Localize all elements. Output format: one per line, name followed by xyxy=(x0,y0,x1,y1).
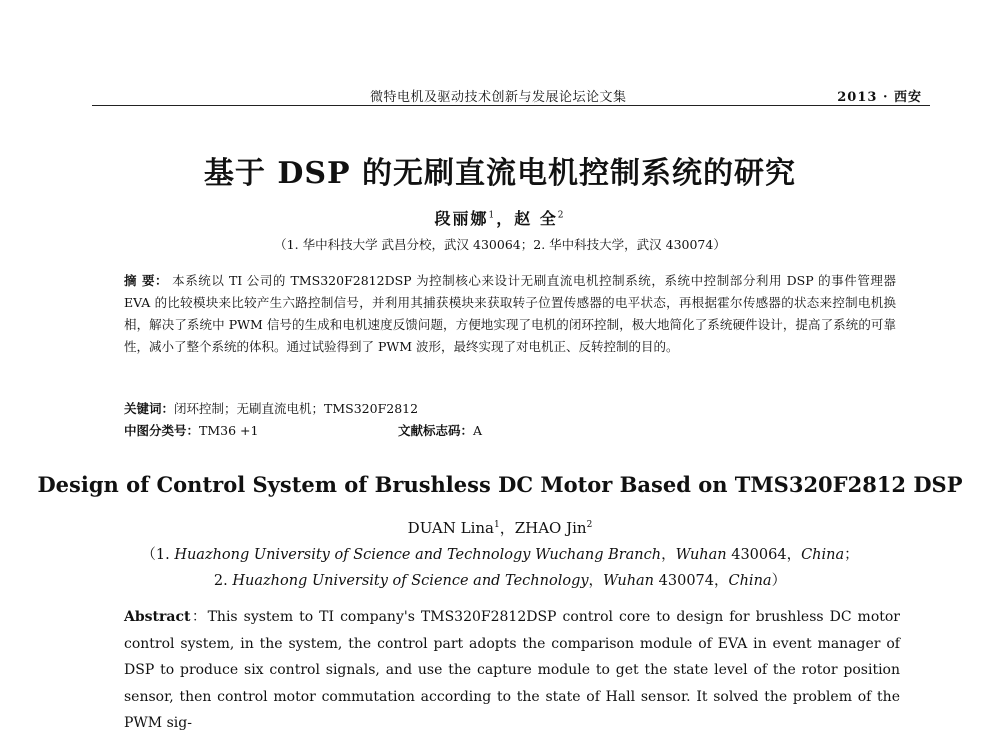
author-separator: ， xyxy=(499,519,515,537)
author-affil-mark: 1 xyxy=(488,210,497,221)
english-abstract-text: This system to TI company's TMS320F2812DSP control core to design for brushless DC motor control system, in the system, the control part adopts the comparison module of EVA in event manager of DSP to produce six control signals, and use the capture module to get the state level of the rotor position sensor, then control motor commutation according to the state of Hall sensor. It solved the problem of the PWM sig- xyxy=(124,609,901,731)
affil-prefix: （1. xyxy=(141,547,175,563)
english-abstract xyxy=(124,604,900,737)
class-number-label: 中图分类号： xyxy=(124,423,200,438)
english-affiliation-2 xyxy=(0,569,1000,590)
english-authors xyxy=(0,517,1000,538)
chinese-abstract-label: 摘 要： xyxy=(124,273,169,288)
english-affiliation-1 xyxy=(0,543,1000,564)
author-name: 赵 全 xyxy=(514,209,558,228)
affil-org: Huazhong University of Science and Technology xyxy=(232,573,589,589)
author-affil-mark: 1 xyxy=(493,520,500,530)
affil-country: China xyxy=(728,573,772,589)
chinese-authors xyxy=(0,206,1000,229)
class-number-value: TM36 +1 xyxy=(199,423,259,438)
english-abstract-colon: ： xyxy=(190,609,208,625)
chinese-affiliation: （1. 华中科技大学 武昌分校，武汉 430064；2. 华中科技大学，武汉 430074） xyxy=(274,237,726,252)
author-name: 段丽娜 xyxy=(434,209,489,228)
affil-end: ） xyxy=(771,573,787,589)
journal-title: 微特电机及驱动技术创新与发展论坛论文集 xyxy=(370,90,627,105)
author-affil-mark: 2 xyxy=(557,210,566,221)
affil-sep: ， xyxy=(588,573,604,589)
affil-city: Wuhan xyxy=(675,547,727,563)
chinese-title: 基于 DSP 的无刷直流电机控制系统的研究 xyxy=(203,156,797,191)
chinese-abstract-text: 本系统以 TI 公司的 TMS320F2812DSP 为控制核心来设计无刷直流电机控制系统，系统中控制部分利用 DSP 的事件管理器 EVA 的比较模块来比较产生六路控制信号，并利用其捕获模块来获取转子位置传感器的电平状态，再根据霍尔传感器的状态来控制电机换相，解决了系统中 PWM 信号的生成和电机速度反馈问题，方便地实现了电机的闭环控制，极大地简化了系统硬件设计，提高了系统的可靠性，减小了整个系统的体积。通过试验得到了 PWM 波形，最终实现了对电机正、反转控制的目的。 xyxy=(124,273,896,354)
author-name: ZHAO Jin xyxy=(514,519,587,537)
affil-end: ； xyxy=(844,547,859,563)
journal-year-location: 2013 · 西安 xyxy=(837,90,922,105)
document-code-value: A xyxy=(473,423,483,438)
author-separator: ， xyxy=(496,209,515,228)
header-divider xyxy=(92,105,930,106)
affil-postcode: 430064， xyxy=(726,547,802,563)
author-affil-mark: 2 xyxy=(586,520,593,530)
author-name: DUAN Lina xyxy=(407,519,494,537)
keywords-text: 闭环控制；无刷直流电机；TMS320F2812 xyxy=(174,401,419,416)
classification-line xyxy=(124,421,896,439)
affil-sep: ， xyxy=(661,547,676,563)
affil-city: Wuhan xyxy=(603,573,655,589)
keywords-label: 关键词： xyxy=(124,401,175,416)
affil-country: China xyxy=(801,547,845,563)
running-header xyxy=(92,86,930,106)
english-abstract-label: Abstract xyxy=(124,609,191,625)
document-code xyxy=(398,421,482,439)
chinese-keywords xyxy=(124,399,896,417)
document-code-label: 文献标志码： xyxy=(398,423,474,438)
affil-org: Huazhong University of Science and Technology Wuchang Branch xyxy=(174,547,662,563)
affil-postcode: 430074， xyxy=(654,573,729,589)
chinese-abstract xyxy=(124,270,896,358)
affil-prefix: 2. xyxy=(213,573,233,589)
english-title: Design of Control System of Brushless DC Motor Based on TMS320F2812 DSP xyxy=(37,472,963,497)
